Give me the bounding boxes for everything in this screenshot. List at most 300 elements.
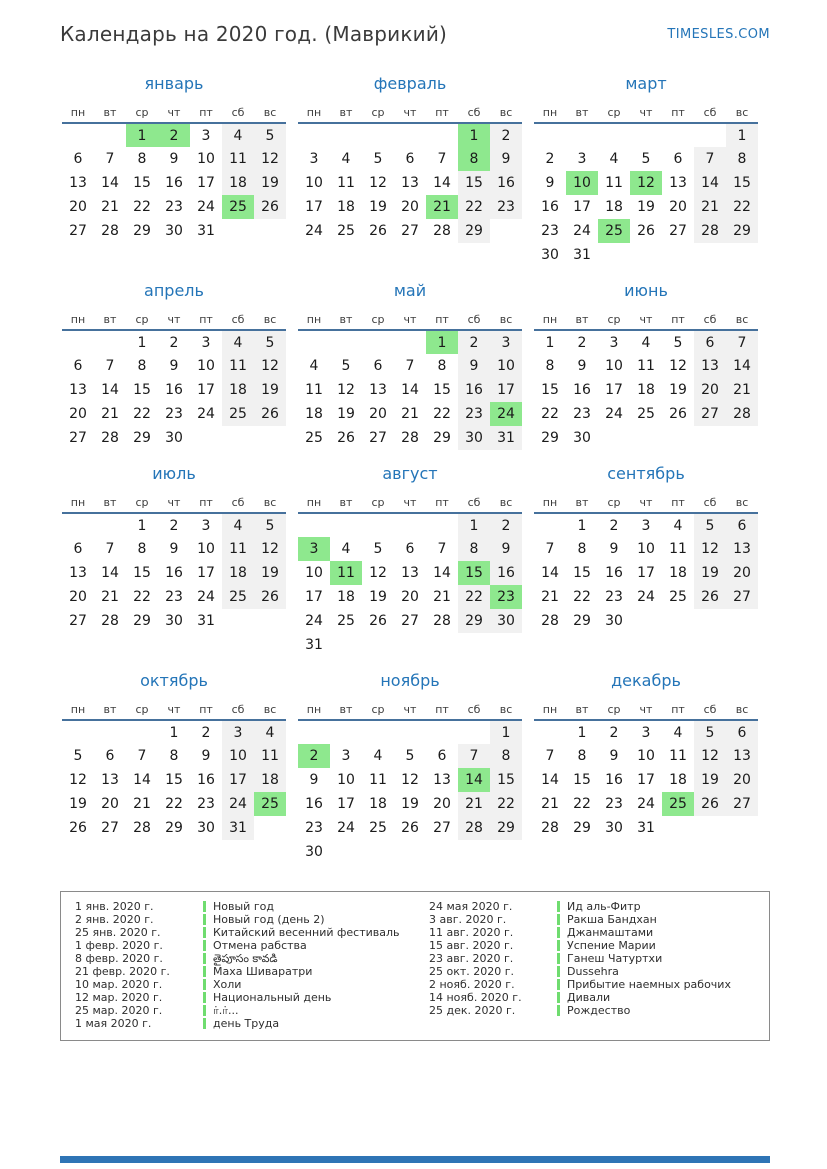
- day-cell: 8: [437, 358, 447, 374]
- month-7: [60, 464, 288, 633]
- day-cell: 25: [337, 223, 355, 239]
- weekday-header: ср: [607, 106, 621, 119]
- holiday-date: 12 мар. 2020 г.: [75, 991, 163, 1004]
- day-cell: 13: [69, 382, 87, 398]
- day-cell: 18: [669, 565, 687, 581]
- holiday-marker-bar: [203, 927, 206, 938]
- empty-cell: [362, 330, 394, 354]
- empty-cell: [362, 633, 394, 657]
- holiday-date: 25 окт. 2020 г.: [429, 965, 515, 978]
- weekday-header: вт: [575, 106, 589, 119]
- month-table: [534, 700, 758, 840]
- empty-cell: [330, 330, 362, 354]
- day-cell: 26: [694, 585, 726, 609]
- day-cell: 25: [222, 585, 254, 609]
- holiday-name: Китайский весенний фестиваль: [203, 926, 400, 939]
- day-cell: 6: [437, 748, 447, 764]
- month-title: декабрь: [611, 671, 681, 690]
- day-cell: 23: [490, 585, 522, 609]
- day-cell: 3: [577, 151, 587, 167]
- day-cell: 9: [490, 537, 522, 561]
- holiday-name: ர்.ர்...: [203, 1004, 238, 1017]
- weekday-header: вт: [103, 496, 117, 509]
- day-cell: 11: [222, 147, 254, 171]
- day-cell: 10: [566, 171, 598, 195]
- day-cell: 15: [133, 382, 151, 398]
- month-2: [296, 74, 524, 243]
- day-cell: 20: [401, 589, 419, 605]
- holiday-name: Ракша Бандхан: [557, 913, 657, 926]
- day-cell: 17: [305, 589, 323, 605]
- day-cell: 1: [458, 123, 490, 147]
- day-cell: 8: [545, 358, 555, 374]
- month-table: [62, 493, 286, 633]
- day-cell: 17: [197, 175, 215, 191]
- day-cell: 16: [490, 171, 522, 195]
- day-cell: 11: [222, 354, 254, 378]
- empty-cell: [298, 720, 330, 744]
- legend-row: [75, 1004, 415, 1017]
- weekday-header: вс: [499, 313, 513, 326]
- day-cell: 28: [541, 820, 559, 836]
- month-title: июль: [152, 464, 196, 483]
- weekday-header: вт: [103, 106, 117, 119]
- day-cell: 9: [609, 748, 619, 764]
- holiday-marker-bar: [203, 953, 206, 964]
- empty-cell: [726, 609, 758, 633]
- day-cell: 19: [69, 796, 87, 812]
- month-1: [60, 74, 288, 243]
- month-table: [534, 103, 758, 267]
- month-table: [298, 103, 522, 243]
- day-cell: 21: [133, 796, 151, 812]
- month-table: [298, 493, 522, 657]
- day-cell: 15: [458, 171, 490, 195]
- holiday-marker-bar: [557, 940, 560, 951]
- day-cell: 5: [373, 541, 383, 557]
- month-6: [532, 281, 760, 450]
- day-cell: 15: [726, 171, 758, 195]
- weekday-header: чт: [167, 496, 181, 509]
- day-cell: 6: [73, 358, 83, 374]
- day-cell: 2: [158, 123, 190, 147]
- holiday-date: 1 февр. 2020 г.: [75, 939, 163, 952]
- day-cell: 14: [133, 772, 151, 788]
- day-cell: 30: [165, 430, 183, 446]
- empty-cell: [126, 720, 158, 744]
- day-cell: 25: [369, 820, 387, 836]
- day-cell: 15: [133, 565, 151, 581]
- day-cell: 7: [437, 541, 447, 557]
- day-cell: 4: [673, 517, 683, 534]
- empty-cell: [394, 633, 426, 657]
- day-cell: 8: [490, 744, 522, 768]
- day-cell: 17: [197, 565, 215, 581]
- day-cell: 18: [222, 171, 254, 195]
- weekday-header: ср: [607, 703, 621, 716]
- day-cell: 24: [605, 406, 623, 422]
- day-cell: 17: [222, 768, 254, 792]
- holiday-name: Дивали: [557, 991, 610, 1004]
- day-cell: 28: [101, 613, 119, 629]
- day-cell: 20: [69, 199, 87, 215]
- day-cell: 3: [201, 334, 211, 351]
- day-cell: 28: [541, 613, 559, 629]
- day-cell: 2: [169, 334, 179, 351]
- weekday-header: пт: [199, 703, 213, 716]
- day-cell: 1: [137, 334, 147, 351]
- day-cell: 27: [401, 613, 419, 629]
- day-cell: 28: [433, 613, 451, 629]
- day-cell: 26: [694, 792, 726, 816]
- legend-row: [429, 900, 769, 913]
- day-cell: 23: [305, 820, 323, 836]
- weekday-header: пт: [435, 106, 449, 119]
- holiday-date: 23 авг. 2020 г.: [429, 952, 514, 965]
- legend-row: [429, 939, 769, 952]
- month-title: сентябрь: [607, 464, 685, 483]
- day-cell: 26: [69, 820, 87, 836]
- day-cell: 18: [337, 589, 355, 605]
- day-cell: 31: [197, 613, 215, 629]
- day-cell: 21: [541, 796, 559, 812]
- day-cell: 8: [169, 748, 179, 764]
- month-title: май: [393, 281, 427, 300]
- day-cell: 8: [577, 748, 587, 764]
- day-cell: 16: [490, 561, 522, 585]
- day-cell: 3: [309, 151, 319, 167]
- day-cell: 18: [337, 199, 355, 215]
- day-cell: 31: [305, 637, 323, 653]
- legend-row: [75, 913, 415, 926]
- day-cell: 12: [254, 537, 286, 561]
- day-cell: 21: [101, 589, 119, 605]
- weekday-header: пн: [306, 313, 322, 326]
- day-cell: 2: [458, 330, 490, 354]
- weekday-header: пн: [542, 313, 558, 326]
- day-cell: 30: [165, 223, 183, 239]
- weekday-header: вт: [339, 496, 353, 509]
- legend-column-left: [61, 900, 415, 1030]
- day-cell: 8: [726, 147, 758, 171]
- day-cell: 19: [694, 768, 726, 792]
- day-cell: 17: [637, 565, 655, 581]
- day-cell: 15: [133, 175, 151, 191]
- holiday-name: Dussehra: [557, 965, 619, 978]
- holiday-marker-bar: [557, 979, 560, 990]
- day-cell: 7: [137, 748, 147, 764]
- empty-cell: [458, 840, 490, 864]
- holiday-legend: [60, 891, 770, 1041]
- day-cell: 15: [573, 772, 591, 788]
- day-cell: 26: [254, 195, 286, 219]
- day-cell: 10: [305, 565, 323, 581]
- day-cell: 7: [405, 358, 415, 374]
- day-cell: 27: [433, 820, 451, 836]
- day-cell: 11: [369, 772, 387, 788]
- day-cell: 17: [337, 796, 355, 812]
- day-cell: 9: [169, 151, 179, 167]
- day-cell: 30: [605, 613, 623, 629]
- day-cell: 22: [458, 585, 490, 609]
- day-cell: 11: [637, 358, 655, 374]
- day-cell: 15: [165, 772, 183, 788]
- weekday-header: ср: [607, 496, 621, 509]
- day-cell: 6: [405, 541, 415, 557]
- day-cell: 4: [609, 151, 619, 167]
- legend-row: [75, 900, 415, 913]
- day-cell: 30: [541, 247, 559, 263]
- day-cell: 28: [458, 816, 490, 840]
- legend-row: [429, 926, 769, 939]
- legend-row: [75, 926, 415, 939]
- weekday-header: чт: [403, 496, 417, 509]
- weekday-header: вт: [575, 703, 589, 716]
- weekday-header: чт: [167, 313, 181, 326]
- month-title: февраль: [373, 74, 447, 93]
- day-cell: 20: [401, 199, 419, 215]
- day-cell: 13: [401, 565, 419, 581]
- weekday-header: вт: [575, 496, 589, 509]
- holiday-date: 10 мар. 2020 г.: [75, 978, 163, 991]
- holiday-marker-bar: [203, 1018, 206, 1029]
- day-cell: 13: [69, 175, 87, 191]
- legend-row: [75, 991, 415, 1004]
- day-cell: 22: [490, 792, 522, 816]
- weekday-header: ср: [371, 703, 385, 716]
- empty-cell: [534, 123, 566, 147]
- weekday-header: пт: [671, 496, 685, 509]
- day-cell: 31: [197, 223, 215, 239]
- weekday-header: вт: [575, 313, 589, 326]
- day-cell: 18: [605, 199, 623, 215]
- empty-cell: [426, 513, 458, 537]
- day-cell: 14: [401, 382, 419, 398]
- day-cell: 17: [605, 382, 623, 398]
- day-cell: 22: [433, 406, 451, 422]
- weekday-header: пт: [435, 703, 449, 716]
- day-cell: 12: [669, 358, 687, 374]
- day-cell: 3: [298, 537, 330, 561]
- day-cell: 13: [69, 565, 87, 581]
- weekday-header: пн: [70, 703, 86, 716]
- day-cell: 20: [69, 406, 87, 422]
- month-title: октябрь: [140, 671, 208, 690]
- day-cell: 23: [605, 589, 623, 605]
- legend-row: [429, 978, 769, 991]
- month-title: ноябрь: [380, 671, 440, 690]
- holiday-marker-bar: [203, 914, 206, 925]
- month-table: [534, 310, 758, 450]
- day-cell: 26: [401, 820, 419, 836]
- day-cell: 20: [69, 589, 87, 605]
- day-cell: 18: [669, 772, 687, 788]
- weekday-header: сб: [231, 313, 245, 326]
- empty-cell: [694, 609, 726, 633]
- day-cell: 27: [726, 792, 758, 816]
- day-cell: 29: [458, 609, 490, 633]
- day-cell: 10: [197, 541, 215, 557]
- day-cell: 14: [694, 171, 726, 195]
- day-cell: 4: [222, 330, 254, 354]
- day-cell: 3: [641, 724, 651, 741]
- day-cell: 6: [726, 513, 758, 537]
- day-cell: 23: [197, 796, 215, 812]
- holiday-name: Маха Шиваратри: [203, 965, 312, 978]
- holiday-date: 25 янв. 2020 г.: [75, 926, 161, 939]
- holiday-name: Новый год (день 2): [203, 913, 325, 926]
- weekday-header: чт: [403, 106, 417, 119]
- holiday-name: Прибытие наемных рабочих: [557, 978, 731, 991]
- day-cell: 10: [222, 744, 254, 768]
- day-cell: 17: [490, 378, 522, 402]
- day-cell: 25: [305, 430, 323, 446]
- empty-cell: [222, 609, 254, 633]
- day-cell: 28: [401, 430, 419, 446]
- empty-cell: [726, 243, 758, 267]
- day-cell: 26: [254, 585, 286, 609]
- holiday-marker-bar: [557, 927, 560, 938]
- month-table: [62, 310, 286, 450]
- day-cell: 1: [458, 513, 490, 537]
- day-cell: 5: [341, 358, 351, 374]
- day-cell: 11: [330, 561, 362, 585]
- day-cell: 19: [637, 199, 655, 215]
- day-cell: 21: [694, 195, 726, 219]
- empty-cell: [394, 513, 426, 537]
- day-cell: 10: [637, 541, 655, 557]
- day-cell: 30: [573, 430, 591, 446]
- day-cell: 22: [726, 195, 758, 219]
- holiday-date: 1 янв. 2020 г.: [75, 900, 154, 913]
- day-cell: 27: [69, 430, 87, 446]
- day-cell: 29: [541, 430, 559, 446]
- day-cell: 24: [197, 589, 215, 605]
- holiday-marker-bar: [203, 979, 206, 990]
- weekday-header: чт: [639, 313, 653, 326]
- day-cell: 2: [609, 724, 619, 741]
- day-cell: 13: [401, 175, 419, 191]
- day-cell: 3: [201, 127, 211, 144]
- legend-row: [75, 978, 415, 991]
- day-cell: 12: [254, 354, 286, 378]
- day-cell: 21: [426, 195, 458, 219]
- empty-cell: [726, 816, 758, 840]
- day-cell: 24: [637, 589, 655, 605]
- weekday-header: вс: [263, 703, 277, 716]
- day-cell: 20: [369, 406, 387, 422]
- weekday-header: пн: [70, 496, 86, 509]
- weekday-header: чт: [167, 106, 181, 119]
- legend-row: [75, 1017, 415, 1030]
- day-cell: 19: [401, 796, 419, 812]
- empty-cell: [394, 720, 426, 744]
- day-cell: 13: [726, 537, 758, 561]
- weekday-header: сб: [467, 313, 481, 326]
- day-cell: 7: [726, 330, 758, 354]
- holiday-marker-bar: [203, 992, 206, 1003]
- day-cell: 22: [133, 199, 151, 215]
- day-cell: 16: [197, 772, 215, 788]
- day-cell: 28: [694, 219, 726, 243]
- empty-cell: [694, 816, 726, 840]
- day-cell: 23: [165, 406, 183, 422]
- empty-cell: [534, 513, 566, 537]
- day-cell: 11: [305, 382, 323, 398]
- day-cell: 17: [305, 199, 323, 215]
- day-cell: 11: [337, 175, 355, 191]
- day-cell: 31: [573, 247, 591, 263]
- day-cell: 11: [222, 537, 254, 561]
- weekday-header: вс: [263, 313, 277, 326]
- empty-cell: [662, 816, 694, 840]
- empty-cell: [662, 243, 694, 267]
- empty-cell: [490, 633, 522, 657]
- legend-row: [75, 952, 415, 965]
- weekday-header: сб: [231, 496, 245, 509]
- weekday-header: ср: [135, 313, 149, 326]
- empty-cell: [298, 123, 330, 147]
- day-cell: 3: [490, 330, 522, 354]
- day-cell: 18: [369, 796, 387, 812]
- day-cell: 7: [545, 541, 555, 557]
- weekday-header: ср: [371, 106, 385, 119]
- day-cell: 12: [694, 744, 726, 768]
- day-cell: 24: [305, 223, 323, 239]
- day-cell: 26: [337, 430, 355, 446]
- day-cell: 24: [197, 199, 215, 215]
- empty-cell: [254, 426, 286, 450]
- day-cell: 19: [369, 589, 387, 605]
- day-cell: 18: [637, 382, 655, 398]
- day-cell: 7: [105, 358, 115, 374]
- day-cell: 9: [201, 748, 211, 764]
- weekday-header: пн: [306, 106, 322, 119]
- day-cell: 9: [169, 541, 179, 557]
- brand-link[interactable]: TIMESLES.COM: [667, 27, 770, 42]
- day-cell: 22: [573, 589, 591, 605]
- day-cell: 7: [105, 541, 115, 557]
- day-cell: 8: [577, 541, 587, 557]
- day-cell: 14: [541, 772, 559, 788]
- day-cell: 27: [369, 430, 387, 446]
- day-cell: 18: [305, 406, 323, 422]
- day-cell: 29: [726, 219, 758, 243]
- empty-cell: [490, 840, 522, 864]
- day-cell: 1: [490, 720, 522, 744]
- empty-cell: [222, 426, 254, 450]
- legend-row: [75, 939, 415, 952]
- weekday-header: пн: [306, 496, 322, 509]
- holiday-marker-bar: [557, 966, 560, 977]
- day-cell: 19: [337, 406, 355, 422]
- day-cell: 16: [605, 772, 623, 788]
- empty-cell: [630, 426, 662, 450]
- day-cell: 9: [490, 147, 522, 171]
- day-cell: 21: [101, 406, 119, 422]
- day-cell: 12: [369, 565, 387, 581]
- day-cell: 1: [577, 517, 587, 534]
- day-cell: 5: [641, 151, 651, 167]
- day-cell: 1: [137, 517, 147, 534]
- weekday-header: чт: [403, 313, 417, 326]
- day-cell: 23: [573, 406, 591, 422]
- day-cell: 13: [433, 772, 451, 788]
- day-cell: 30: [165, 613, 183, 629]
- empty-cell: [362, 123, 394, 147]
- month-table: [298, 310, 522, 450]
- month-9: [532, 464, 760, 633]
